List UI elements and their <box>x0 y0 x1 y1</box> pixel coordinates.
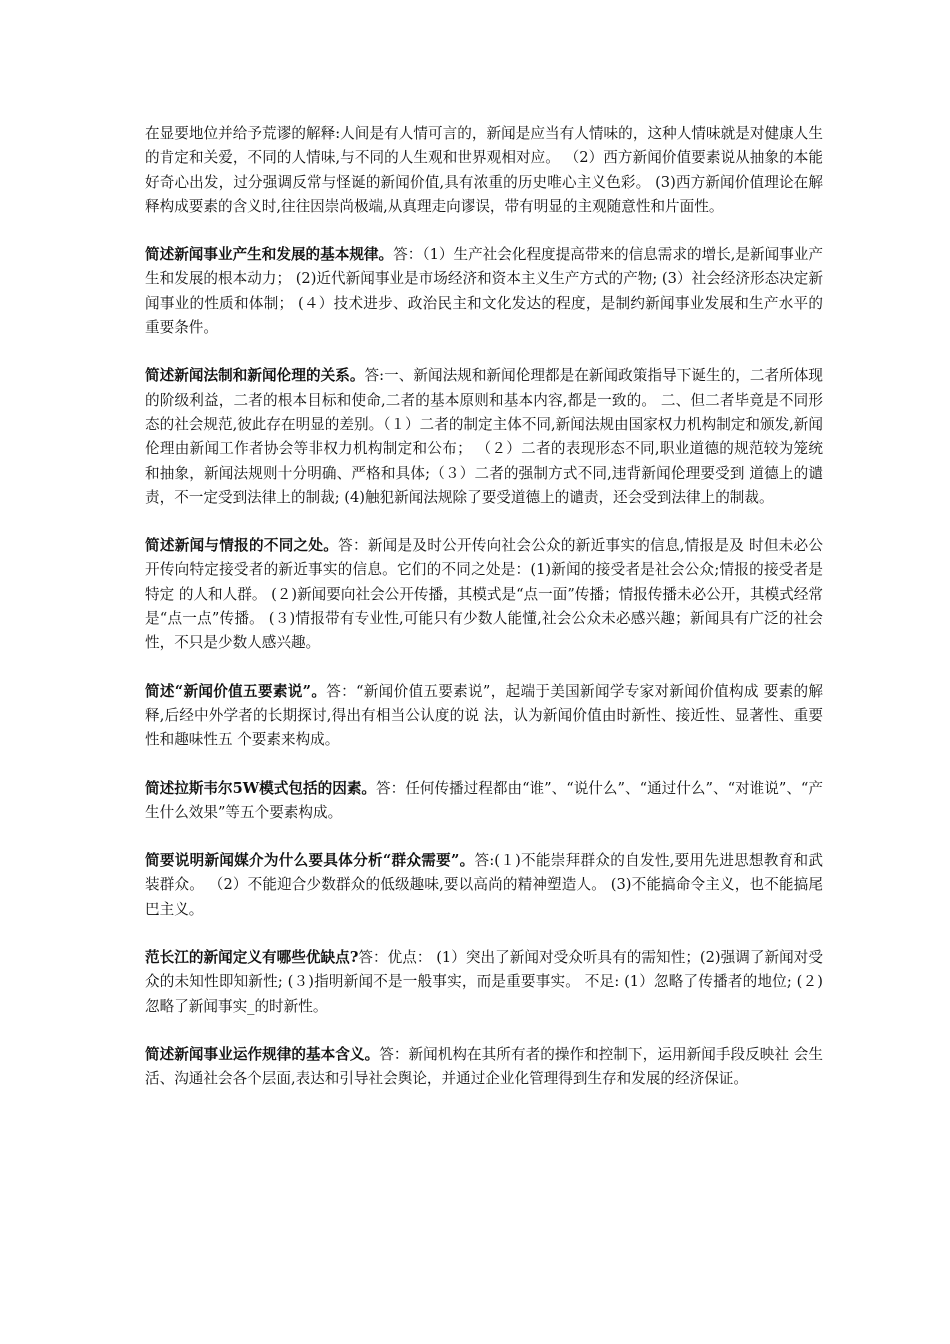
paragraph-9 <box>145 1043 823 1092</box>
paragraph-6 <box>145 777 823 826</box>
paragraph-1 <box>145 122 823 219</box>
document-page <box>145 122 823 1116</box>
paragraph-8 <box>145 946 823 1019</box>
paragraph-4 <box>145 534 823 655</box>
answer-3: 答:一、新闻法规和新闻伦理都是在新闻政策指导下诞生的，二者所体现的阶级利益，二者的根本目标和使命,二者的基本原则和基本内容,都是一致的。 二、但二者毕竟是不同形态的社会规范,彼此存在明显的差别。（１）二者的制定主体不同,新闻法规由国家权力机构制定和颁发,新闻伦理由新闻工作者协会等非权力机构制定和公布； （２）二者的表现形态不同,职业道德的规范较为笼统和抽象，新闻法规则十分明确、严格和具体;（３）二者的强制方式不同,违背新闻伦理要受到 道德上的谴责，不一定受到法律上的制裁; (4)触犯新闻法规除了要受道德上的谴责，还会受到法律上的制裁。 <box>145 367 823 506</box>
answer-4: 答：新闻是及时公开传向社会公众的新近事实的信息,情报是及 时但未必公开传向特定接受者的新近事实的信息。它们的不同之处是：(1)新闻的接受者是社会公众;情报的接受者是特定 的人和人群。 (２)新闻要向社会公开传播，其模式是“点一面”传播；情报传播未必公开，其模式经常是“点一点”传播。 (３)情报带有专业性,可能只有少数人能懂,社会公众未必感兴趣；新闻具有广泛的社会性，不只是少数人感兴趣。 <box>145 537 823 652</box>
paragraph-3 <box>145 364 823 510</box>
question-4: 简述新闻与情报的不同之处。 <box>145 537 339 555</box>
answer-1: 在显要地位并给予荒谬的解释:人间是有人情可言的，新闻是应当有人情味的，这种人情味就是对健康人生的肯定和关爱，不同的人情味,与不同的人生观和世界观相对应。 （2）西方新闻价值要素说从抽象的本能好奇心出发，过分强调反常与怪诞的新闻价值,具有浓重的历史唯心主义色彩。 (3)西方新闻价值理论在解释构成要素的含义时,往往因崇尚极端,从真理走向谬误，带有明显的主观随意性和片面性。 <box>145 125 823 215</box>
question-8: 范长江的新闻定义有哪些优缺点? <box>145 949 359 967</box>
question-5: 简述“新闻价值五要素说”。 <box>145 682 327 700</box>
question-9: 简述新闻事业运作规律的基本含义。 <box>145 1045 380 1063</box>
answer-2: 答：（1）生产社会化程度提高带来的信息需求的增长,是新闻事业产生和发展的根本动力； (2)近代新闻事业是市场经济和资本主义生产方式的产物; (3）社会经济形态决定新闻事业的性质和体制； (４）技术进步、政治民主和文化发达的程度，是制约新闻事业发展和生产水平的重要条件。 <box>145 246 823 337</box>
paragraph-5 <box>145 680 823 753</box>
question-3: 简述新闻法制和新闻伦理的关系。 <box>145 367 365 385</box>
answer-8: 答：优点： (1）突出了新闻对受众听具有的需知性；(2)强调了新闻对受 众的未知性即知新性; (３)指明新闻不是一般事实，而是重要事实。 不足: (1）忽略了传播者的地位; (２)忽略了新闻事实_的时新性。 <box>145 949 823 1015</box>
question-6: 简述拉斯韦尔5W模式包括的因素。 <box>145 779 377 797</box>
question-2: 简述新闻事业产生和发展的基本规律。 <box>145 246 394 264</box>
answer-9: 答：新闻机构在其所有者的操作和控制下，运用新闻手段反映社 会生活、沟通社会各个层面,表达和引导社会舆论，并通过企业化管理得到生存和发展的经济保证。 <box>145 1045 823 1088</box>
paragraph-7 <box>145 849 823 922</box>
answer-7: 答:(１)不能崇拜群众的自发性,要用先进思想教育和武装群众。 （2）不能迎合少数群众的低级趣味,要以高尚的精神塑造人。 (3)不能搞命令主义，也不能搞尾巴主义。 <box>145 852 823 918</box>
question-7: 简要说明新闻媒介为什么要具体分析“群众需要”。 <box>145 852 475 870</box>
answer-6: 答：任何传播过程都由“谁”、“说什么”、“通过什么”、“对谁说”、“产生什么效果”等五个要素构成。 <box>145 779 823 821</box>
paragraph-2 <box>145 243 823 340</box>
answer-5: 答：“新闻价值五要素说”，起端于美国新闻学专家对新闻价值构成 要素的解释,后经中外学者的长期探讨,得出有相当公认度的说 法，认为新闻价值由时新性、接近性、显著性、重要性和趣味性五 个要素来构成。 <box>145 682 823 749</box>
